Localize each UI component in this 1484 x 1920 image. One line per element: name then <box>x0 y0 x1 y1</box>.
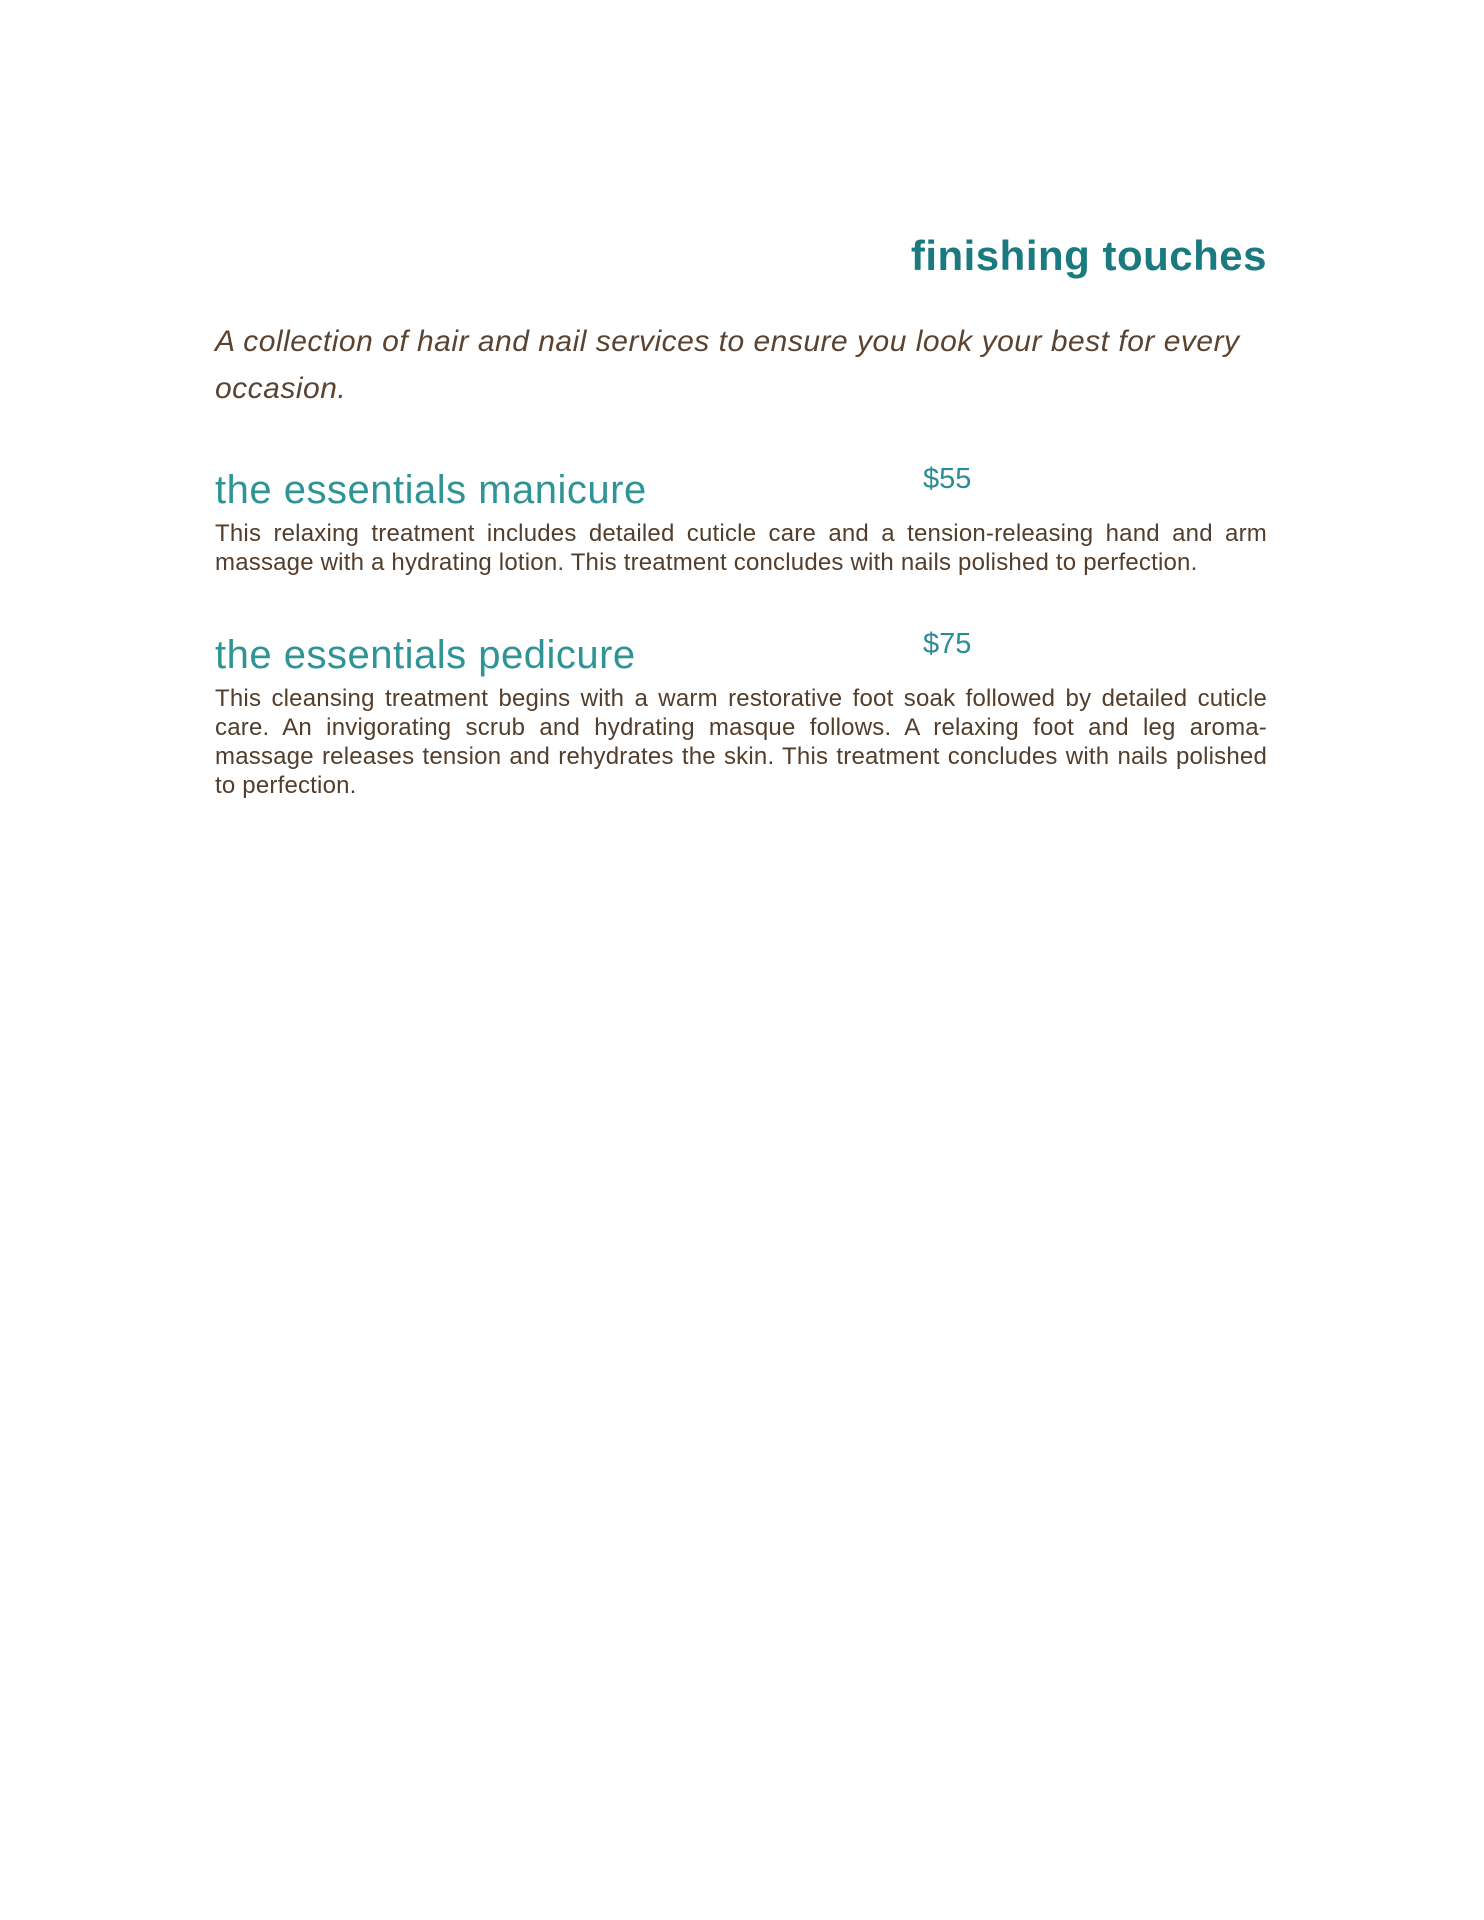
service-heading-row <box>215 463 1267 514</box>
service-section-pedicure <box>215 628 1267 800</box>
service-price-pedicure: $75 <box>923 628 972 660</box>
page-title: finishing touches <box>910 232 1267 279</box>
page-content <box>215 230 1267 800</box>
service-name-manicure: the essentials manicure <box>215 468 647 512</box>
service-price-manicure: $55 <box>923 463 972 495</box>
intro-paragraph: A collection of hair and nail services to ensure you look your best for every occasion. <box>215 325 1240 405</box>
service-heading-row <box>215 628 1267 679</box>
service-description-manicure: This relaxing treatment includes detailed cuticle care and a tension-releasing hand and arm massage with a hydrating lotion. This treatment concludes with nails polished to perfection. <box>215 520 1267 576</box>
service-name-pedicure: the essentials pedicure <box>215 633 636 677</box>
service-section-manicure <box>215 463 1267 577</box>
service-description-pedicure: This cleansing treatment begins with a warm restorative foot soak followed by detailed cuticle care. An invigorating scrub and hydrating masque follows. A relaxing foot and leg aroma-massage releases tension and rehydrates the skin. This treatment concludes with nails polished to perfection. <box>215 685 1267 799</box>
